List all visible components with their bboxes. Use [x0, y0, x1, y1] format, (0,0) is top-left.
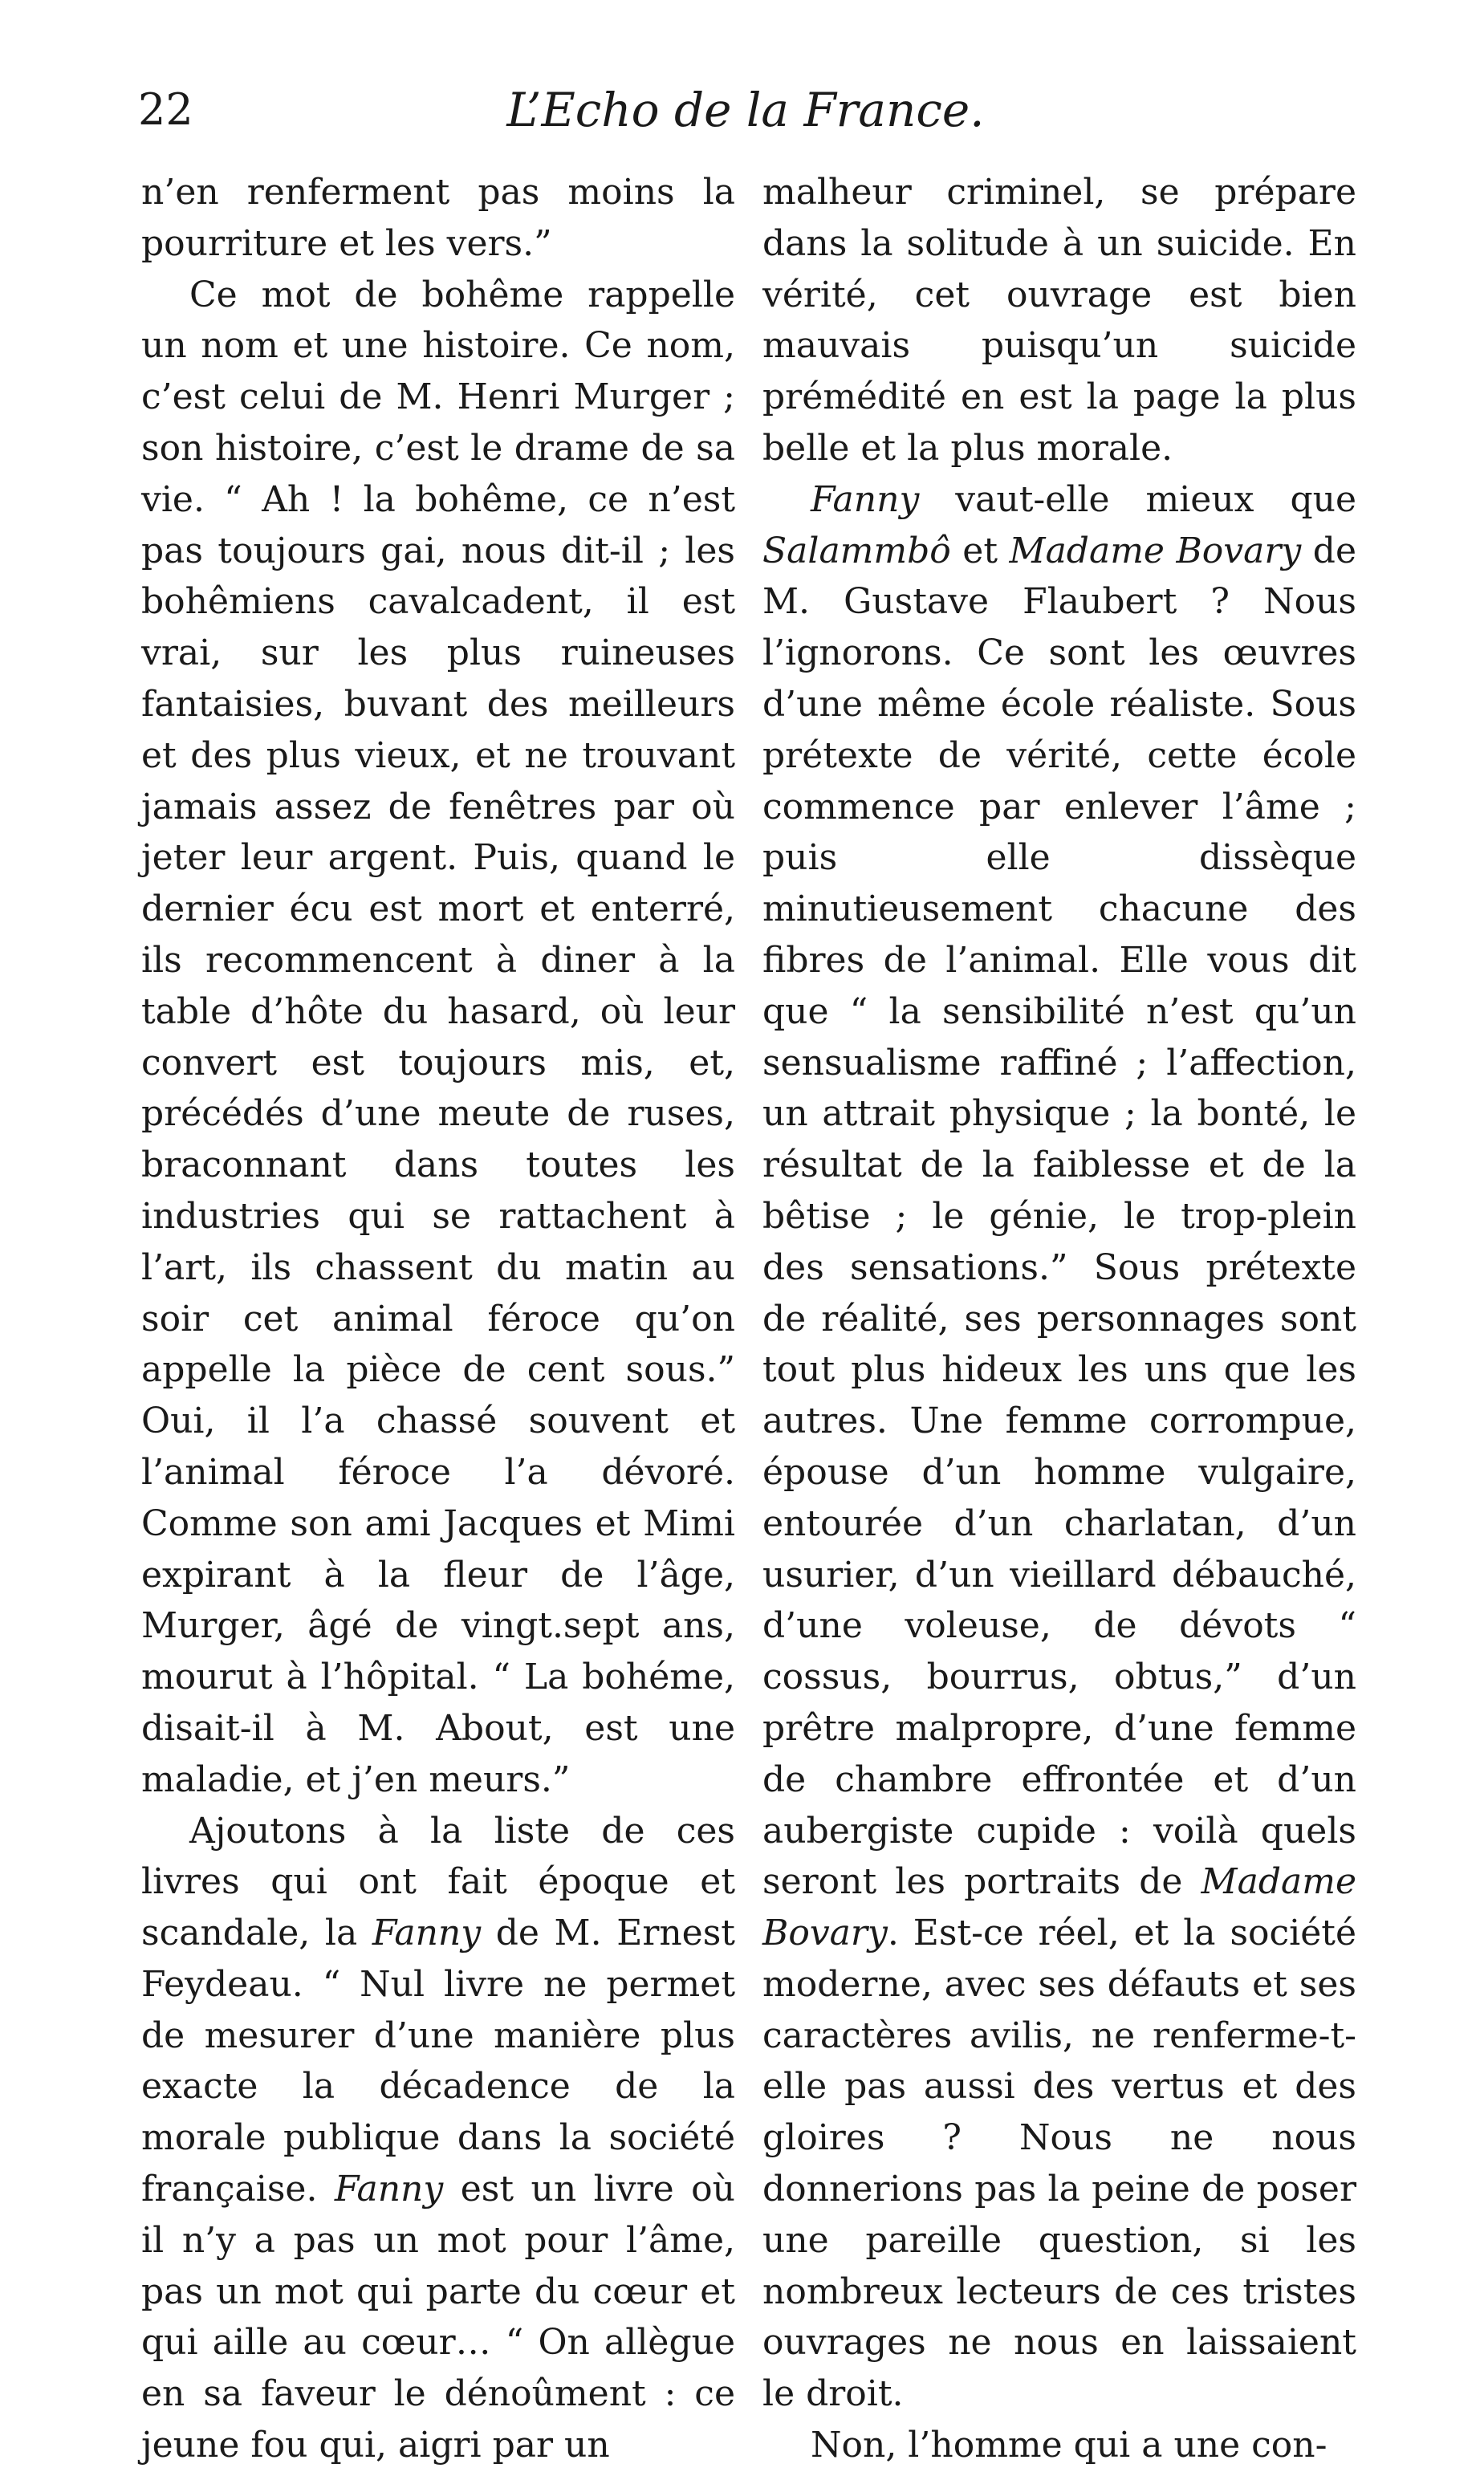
paragraph	[762, 474, 1356, 2420]
paragraph	[141, 1806, 735, 2471]
text-run: vaut-elle mieux que	[919, 478, 1356, 520]
text-run: de M. Gustave Flaubert ? Nous l’ignorons. Ce sont les œuvres d’une même école réaliste. Sous prétexte de vérité, cette école commence par enlever l’âme ; puis elle dissèque minutieusement chacune des fibres de l’animal. Elle vous dit que “ la sensibilité n’est qu’un sensualisme raffiné ; l’affection, un attrait physique ; la bonté, le résultat de la faiblesse et de la bêtise ; le génie, le trop-plein des sensations.” Sous prétexte de réalité, ses personnages sont tout plus hideux les uns que les autres. Une femme corrompue, épouse d’un homme vulgaire, entourée d’un charlatan, d’un usurier, d’un vieillard débauché, d’une voleuse, de dévots “ cossus, bourrus, obtus,” d’un prêtre malpropre, d’une femme de chambre effrontée et d’un aubergiste cupide : voilà quels seront les portraits de	[762, 530, 1356, 1903]
paragraph: Non, l’homme qui a une con-	[811, 2425, 1327, 2466]
italic-title: Salammbô	[762, 530, 951, 571]
text-run: Ajoutons à la liste de ces livres qui ont fait époque et scandale, la	[141, 1810, 735, 1954]
page-number: 22	[138, 84, 193, 135]
left-column	[141, 167, 735, 2471]
running-title: L’Echo de la France.	[506, 83, 985, 137]
italic-title: Fanny	[811, 478, 920, 520]
text-run: de M. Ernest Feydeau. “ Nul livre ne permet de mesurer d’une manière plus exacte la décadence de la morale publique dans la société française.	[141, 1913, 735, 2210]
paragraph: n’en renferment pas moins la pourriture et les vers.”	[141, 172, 735, 264]
paragraph: malheur criminel, se prépare dans la solitude à un suicide. En vérité, cet ouvrage est bien mauvais puisqu’un suicide prémédité en est la page la plus belle et la plus morale.	[762, 172, 1356, 469]
paragraph: Ce mot de bohême rappelle un nom et une histoire. Ce nom, c’est celui de M. Henri Murger ; son histoire, c’est le drame de sa vie. “ Ah ! la bohême, ce n’est pas toujours gai, nous dit-il ; les bohêmiens cavalcadent, il est vrai, sur les plus ruineuses fantaisies, buvant des meilleurs et des plus vieux, et ne trouvant jamais assez de fenêtres par où jeter leur argent. Puis, quand le dernier écu est mort et enterré, ils recommencent à diner à la table d’hôte du hasard, où leur convert est toujours mis, et, précédés d’une meute de ruses, braconnant dans toutes les industries qui se rattachent à l’art, ils chassent du matin au soir cet animal féroce qu’on appelle la pièce de cent sous.” Oui, il l’a chassé souvent et l’animal féroce l’a dévoré. Comme son ami Jacques et Mimi expirant à la fleur de l’âge, Murger, âgé de vingt.sept ans, mourut à l’hôpital. “ La bohéme, disait-il à M. About, est une maladie, et j’en meurs.”	[141, 274, 735, 1800]
text-run: . Est-ce réel, et la société moderne, avec ses défauts et ses caractères avilis, ne renferme-t-elle pas aussi des vertus et des gloires ? Nous ne nous donnerions pas la peine de poser une pareille question, si les nombreux lecteurs de ces tristes ouvrages ne nous en laissaient le droit.	[762, 1913, 1356, 2415]
text-run: est un livre où il n’y a pas un mot pour l’âme, pas un mot qui parte du cœur et qui aille au cœur… “ On allègue en sa faveur le dénoûment : ce jeune fou qui, aigri par un	[141, 2169, 735, 2466]
italic-title: Madame Bovary	[1009, 530, 1302, 571]
text-run: et	[950, 530, 1010, 571]
right-column	[762, 167, 1356, 2471]
italic-title: Fanny	[372, 1913, 482, 1954]
page-header	[135, 74, 1356, 146]
italic-title: Fanny	[334, 2169, 444, 2210]
italic-title: Madame Bovary	[762, 1861, 1356, 1954]
